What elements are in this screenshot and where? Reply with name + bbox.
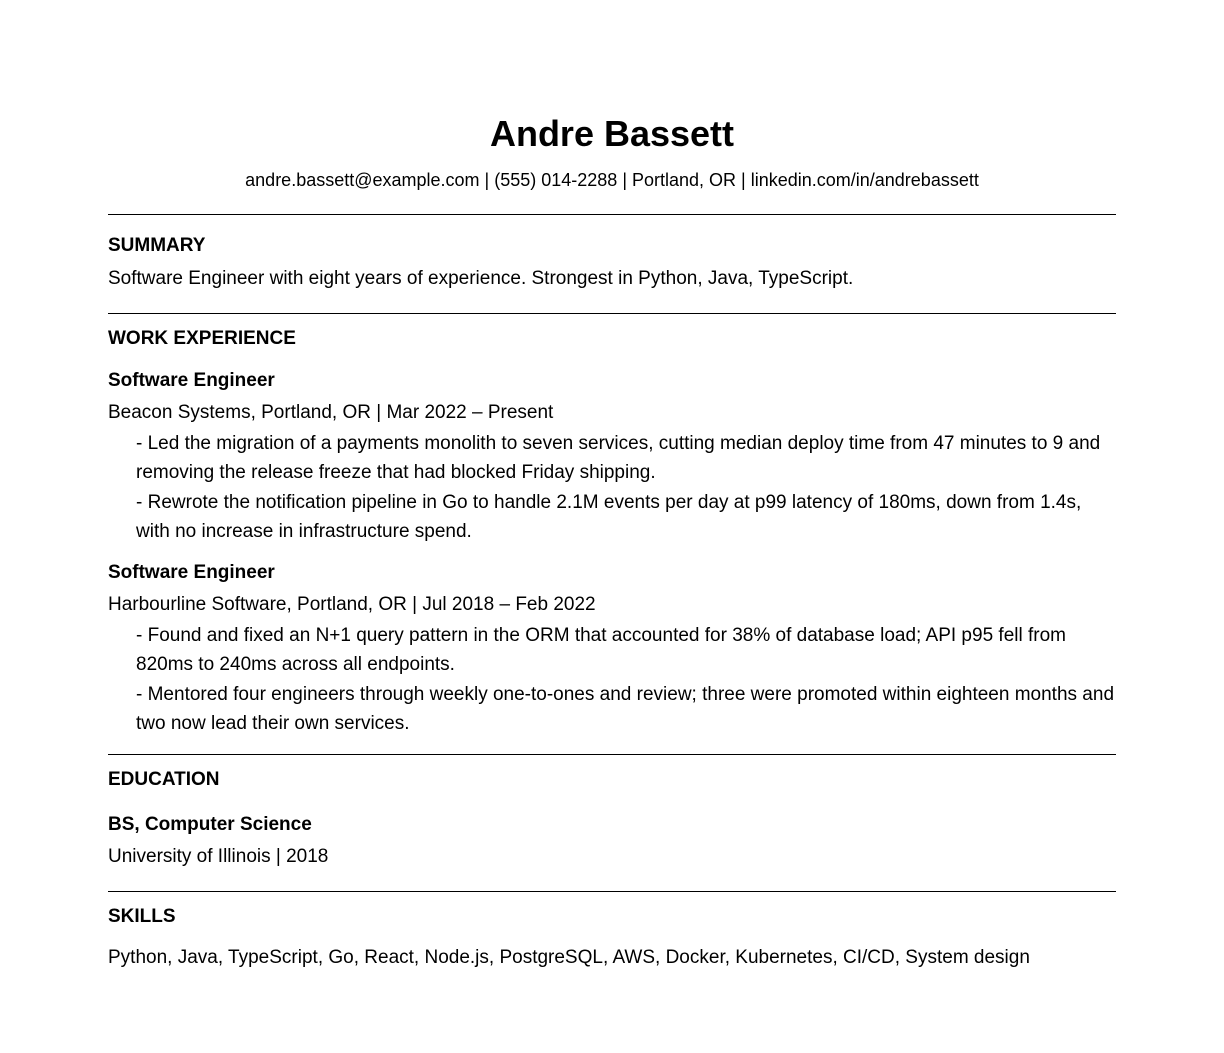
job-bullet: - Rewrote the notification pipeline in Go to handle 2.1M events per day at p99 latency of 180ms, down from 1.4s, with no increase in infrastructure spend.	[136, 492, 1082, 542]
job-entry	[108, 561, 1116, 738]
resume-document	[108, 0, 1116, 970]
job-company-dates: Harbourline Software, Portland, OR | Jul 2018 – Feb 2022	[108, 594, 596, 615]
job-title: Software Engineer	[108, 562, 275, 583]
job-entry	[108, 369, 1116, 546]
section-divider	[108, 214, 1116, 215]
section-divider	[108, 754, 1116, 755]
section-heading-skills: SKILLS	[108, 906, 176, 927]
job-company-dates: Beacon Systems, Portland, OR | Mar 2022 – Present	[108, 402, 554, 423]
education-section	[108, 768, 1116, 869]
job-bullet: - Mentored four engineers through weekly one-to-ones and review; three were promoted within eighteen months and two now lead their own services.	[136, 684, 1115, 734]
summary-section	[108, 234, 1116, 291]
school-and-year: University of Illinois | 2018	[108, 846, 329, 867]
section-heading-work-experience: WORK EXPERIENCE	[108, 328, 296, 349]
skills-list: Python, Java, TypeScript, Go, React, Node.js, PostgreSQL, AWS, Docker, Kubernetes, CI/CD, System design	[108, 947, 1030, 968]
candidate-name: Andre Bassett	[489, 113, 735, 154]
summary-text: Software Engineer with eight years of experience. Strongest in Python, Java, TypeScript.	[108, 268, 854, 289]
section-divider	[108, 891, 1116, 892]
work-experience-section	[108, 327, 1116, 738]
job-title: Software Engineer	[108, 370, 275, 391]
section-heading-summary: SUMMARY	[108, 235, 206, 256]
contact-line: andre.bassett@example.com | (555) 014-2288 | Portland, OR | linkedin.com/in/andrebassett	[245, 170, 979, 190]
job-bullet: - Found and fixed an N+1 query pattern in the ORM that accounted for 38% of database load; API p95 fell from 820ms to 240ms across all endpoints.	[136, 625, 1066, 675]
section-divider	[108, 313, 1116, 314]
degree-title: BS, Computer Science	[108, 814, 312, 835]
section-heading-education: EDUCATION	[108, 769, 220, 790]
job-bullet: - Led the migration of a payments monolith to seven services, cutting median deploy time from 47 minutes to 9 and removing the release freeze that had blocked Friday shipping.	[136, 433, 1101, 483]
skills-section	[108, 905, 1116, 970]
